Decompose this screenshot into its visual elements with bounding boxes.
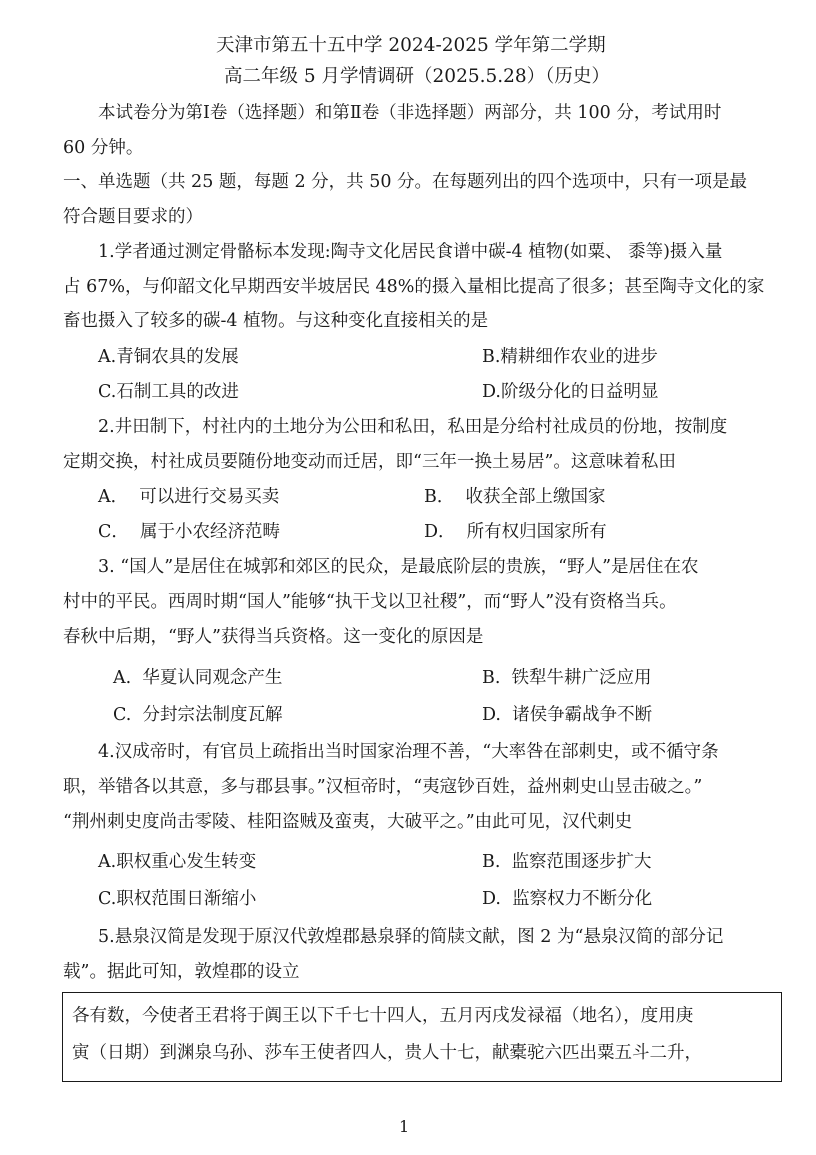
question-4-option-d[interactable]: D. 监察权力不断分化 [482, 889, 653, 909]
question-4-option-c[interactable]: C.职权范围日渐缩小 [98, 889, 257, 909]
question-5-stem: 5.悬泉汉简是发现于原汉代敦煌郡悬泉驿的简牍文献，图 2 为“悬泉汉简的部分记 [98, 927, 724, 947]
question-2-option-b[interactable]: B． 收获全部上缴国家 [424, 487, 606, 507]
question-1-stem: 1.学者通过测定骨骼标本发现:陶寺文化居民食谱中碳-4 植物(如粟、 黍等)摄入量 [98, 242, 723, 262]
question-2-stem: 2.井田制下，村社内的土地分为公田和私田，私田是分给村社成员的份地，按制度 [98, 417, 728, 437]
question-1-option-a[interactable]: A.青铜农具的发展 [98, 347, 239, 367]
question-4-option-a[interactable]: A.职权重心发生转变 [98, 852, 257, 872]
exam-title-line2: 高二年级 5 月学情调研（2025.5.28）（历史） [224, 66, 610, 87]
question-5-stem: 载”。据此可知，敦煌郡的设立 [63, 962, 300, 982]
question-2-option-d[interactable]: D． 所有权归国家所有 [424, 522, 607, 542]
question-3-stem: 春秋中后期，“野人”获得当兵资格。这一变化的原因是 [63, 627, 484, 647]
question-3-option-b[interactable]: B. 铁犁牛耕广泛应用 [482, 668, 652, 688]
question-4-stem: “荆州刺史度尚击零陵、桂阳盗贼及蛮夷，大破平之。”由此可见，汉代刺史 [63, 812, 633, 832]
section-heading: 一、单选题（共 25 题，每题 2 分，共 50 分。在每题列出的四个选项中，只有一项是最 [63, 172, 748, 192]
intro-line: 60 分钟。 [63, 138, 144, 158]
question-1-option-d[interactable]: D.阶级分化的日益明显 [482, 382, 659, 402]
question-1-option-c[interactable]: C.石制工具的改进 [98, 382, 239, 402]
question-3-option-d[interactable]: D. 诸侯争霸战争不断 [482, 705, 653, 725]
question-3-option-a[interactable]: A. 华夏认同观念产生 [113, 668, 283, 688]
intro-line: 本试卷分为第Ⅰ卷（选择题）和第Ⅱ卷（非选择题）两部分，共 100 分，考试用时 [98, 103, 722, 123]
question-3-stem: 村中的平民。西周时期“国人”能够“执干戈以卫社稷”，而“野人”没有资格当兵。 [63, 592, 677, 612]
question-3-stem: 3. “国人”是居住在城郭和郊区的民众，是最底阶层的贵族，“野人”是居住在农 [98, 557, 699, 577]
question-3-option-c[interactable]: C. 分封宗法制度瓦解 [113, 705, 283, 725]
page-number: 1 [399, 1117, 410, 1136]
question-2-stem: 定期交换，村社成员要随份地变动而迁居，即“三年一换土易居”。这意味着私田 [63, 452, 676, 472]
question-4-option-b[interactable]: B. 监察范围逐步扩大 [482, 852, 652, 872]
excerpt-line: 寅（日期）到渊泉乌孙、莎车王使者四人，贵人十七，献橐驼六匹出粟五斗二升， [72, 1043, 702, 1063]
question-4-stem: 职，举错各以其意，多与郡县事。”汉桓帝时，“夷寇钞百姓，益州刺史山昱击破之。” [63, 777, 703, 797]
question-2-option-c[interactable]: C． 属于小农经济范畴 [98, 522, 281, 542]
question-1-stem: 占 67%，与仰韶文化早期西安半坡居民 48%的摄入量相比提高了很多；甚至陶寺文化的家 [63, 277, 765, 297]
question-1-option-b[interactable]: B.精耕细作农业的进步 [482, 347, 658, 367]
question-1-stem: 畜也摄入了较多的碳-4 植物。与这种变化直接相关的是 [63, 311, 489, 331]
exam-title-line1: 天津市第五十五中学 2024-2025 学年第二学期 [216, 35, 606, 56]
question-4-stem: 4.汉成帝时，有官员上疏指出当时国家治理不善，“大率咎在部刺史，或不循守条 [98, 742, 719, 762]
excerpt-line: 各有数，今使者王君将于阗王以下千七十四人，五月丙戌发禄福（地名），度用庚 [72, 1006, 694, 1026]
question-2-option-a[interactable]: A． 可以进行交易买卖 [98, 487, 280, 507]
section-heading: 符合题目要求的） [63, 207, 203, 227]
